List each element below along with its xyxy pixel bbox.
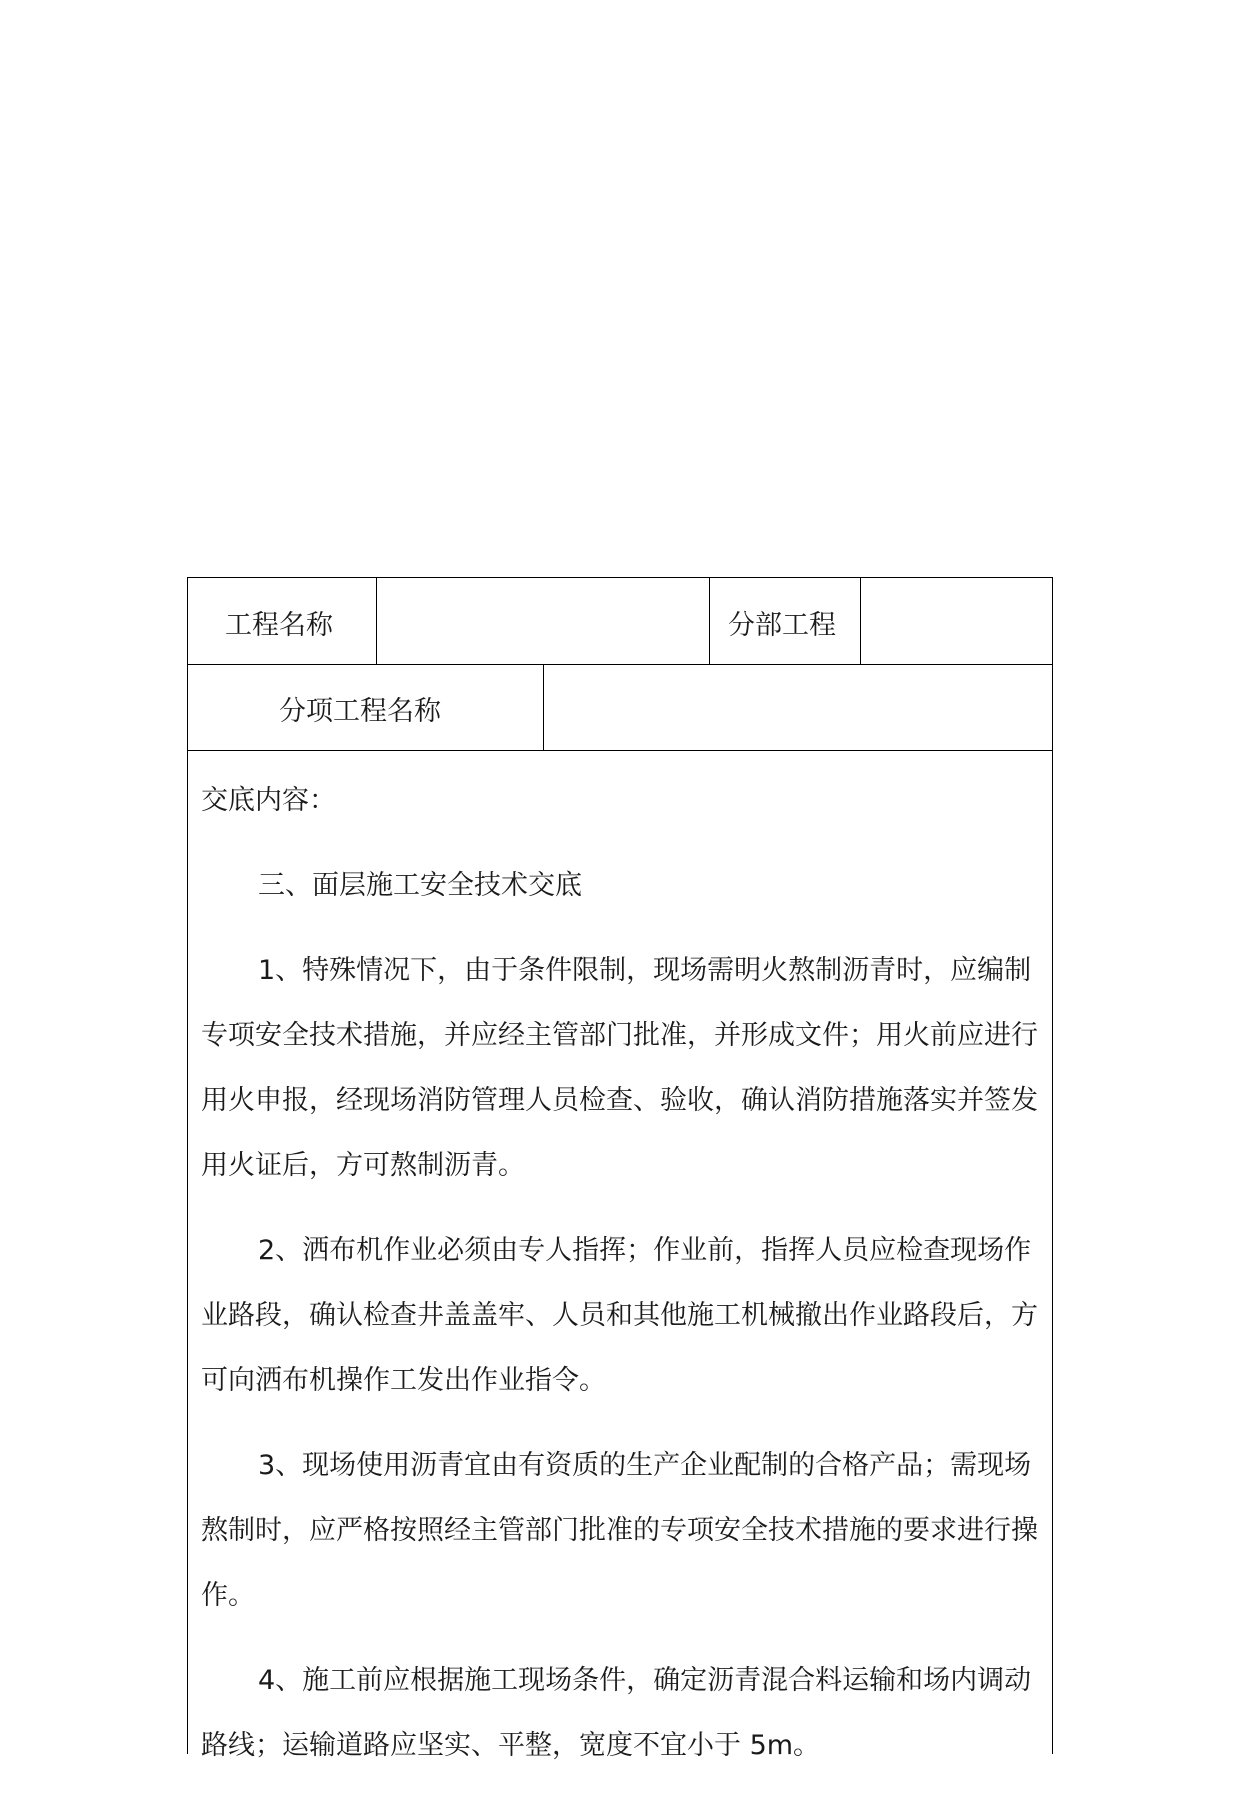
divider <box>860 578 861 664</box>
divider <box>709 578 710 664</box>
project-name-label: 工程名称 <box>225 610 333 641</box>
item-name-label: 分项工程名称 <box>279 696 441 727</box>
safety-briefing-form <box>187 577 1053 1761</box>
divider <box>376 578 377 664</box>
paragraph: 4、施工前应根据施工现场条件，确定沥青混合料运输和场内调动路线；运输道路应坚实、平整，宽度不宜小于 5m。 <box>201 1665 1032 1761</box>
briefing-content <box>201 768 1046 1798</box>
divider <box>188 750 1052 751</box>
section-title: 三、面层施工安全技术交底 <box>258 870 582 901</box>
paragraph: 3、现场使用沥青宜由有资质的生产企业配制的合格产品；需现场熬制时，应严格按照经主管部门批准的专项安全技术措施的要求进行操作。 <box>201 1450 1038 1611</box>
divider <box>188 664 1052 665</box>
paragraph: 1、特殊情况下，由于条件限制，现场需明火熬制沥青时，应编制专项安全技术措施，并应经主管部门批准，并形成文件；用火前应进行用火申报，经现场消防管理人员检查、验收，确认消防措施落实并签发用火证后，方可熬制沥青。 <box>201 955 1038 1181</box>
paragraph: 2、洒布机作业必须由专人指挥；作业前，指挥人员应检查现场作业路段，确认检查井盖盖牢、人员和其他施工机械撤出作业路段后，方可向洒布机操作工发出作业指令。 <box>201 1235 1038 1396</box>
divider <box>543 664 544 750</box>
content-label: 交底内容： <box>201 785 336 816</box>
sub-project-label: 分部工程 <box>728 610 836 641</box>
